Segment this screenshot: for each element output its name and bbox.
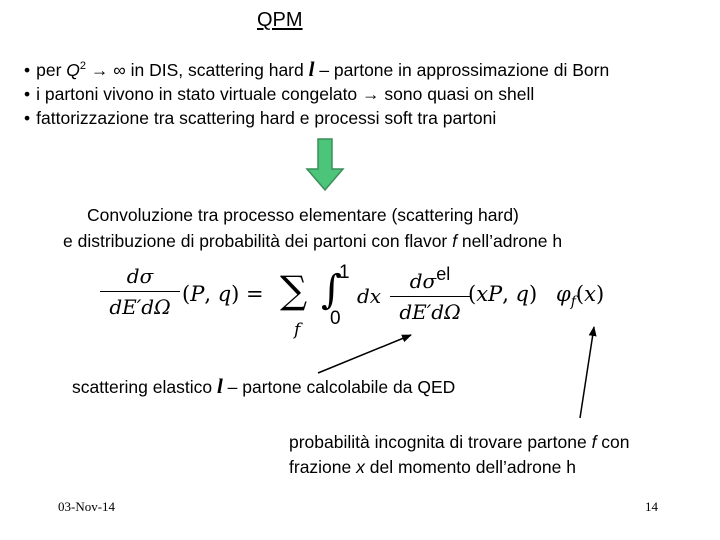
probability-note-line-2: frazione x del momento dell’adrone h bbox=[289, 457, 576, 477]
probability-note bbox=[289, 430, 630, 480]
elastic-pointer-arrow bbox=[318, 335, 411, 373]
sum-index: f bbox=[294, 320, 301, 340]
elastic-scattering-note: scattering elastico l – partone calcolabile da QED bbox=[72, 374, 456, 398]
convolution-line-1: Convoluzione tra processo elementare (scattering hard) bbox=[87, 205, 519, 225]
probability-pointer-arrow bbox=[580, 327, 594, 418]
slide-title: QPM bbox=[257, 9, 303, 31]
bullet-item: • fattorizzazione tra scattering hard e processi soft tra partoni bbox=[24, 106, 609, 130]
elastic-fraction: $d\sigma^{el}$ dE′dΩ bbox=[390, 264, 470, 324]
lhs-fraction: $\frac{d\sigma}{dE'd\Omega}$ bbox=[100, 264, 180, 319]
bullet-item: • i partoni vivono in stato virtuale congelato → sono quasi on shell bbox=[24, 82, 609, 106]
page-number: 14 bbox=[645, 499, 658, 514]
probability-note-line-1: probabilità incognita di trovare partone f con bbox=[289, 432, 630, 452]
integral-upper-limit: 1 bbox=[339, 262, 350, 283]
sum-symbol: ∑ bbox=[280, 268, 308, 312]
convolution-formula: $\frac{d\sigma}{dE'd\Omega}$ (P, q) = ∑ f ∫ 1 0 dx $d\sigma^{el}$ dE′dΩ (xP, q) $\varphi_f(x)$ bbox=[100, 260, 640, 340]
integral-symbol: ∫ bbox=[321, 267, 342, 313]
footer-date: 03-Nov-14 bbox=[58, 499, 116, 514]
bullet-item: • per $Q^2$ → ∞ in DIS, scattering hard l – partone in approssimazione di Born bbox=[24, 54, 609, 82]
convolution-line-2: e distribuzione di probabilità dei partoni con flavor f nell’adrone h bbox=[63, 231, 563, 251]
integral-lower-limit: 0 bbox=[330, 308, 341, 329]
